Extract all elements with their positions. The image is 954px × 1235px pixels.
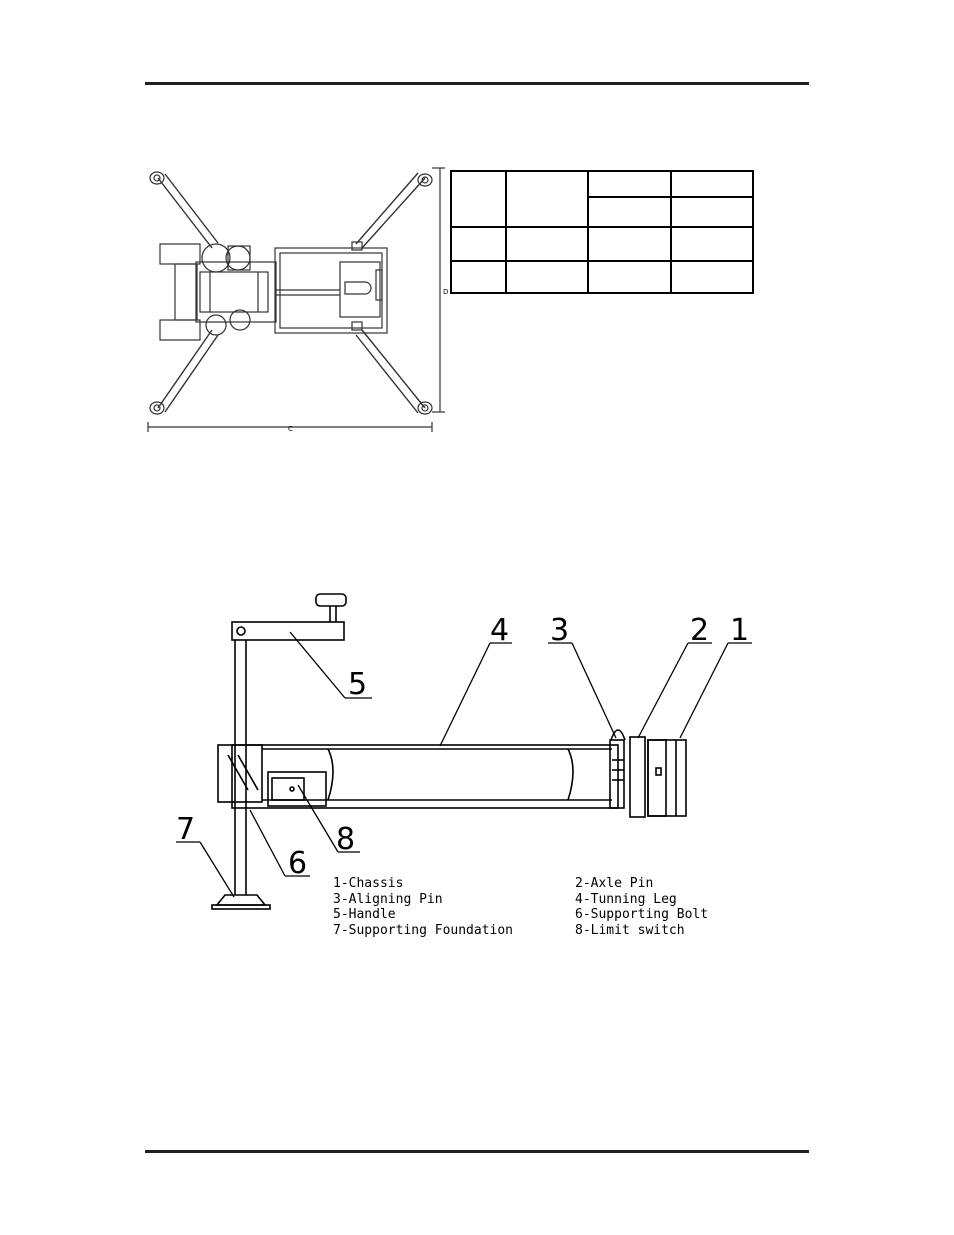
callout-6: 6	[288, 846, 308, 881]
legend-chassis: 1-Chassis	[333, 876, 404, 891]
dimension-c-label: C	[288, 425, 293, 433]
legend-supporting-bolt: 6-Supporting Bolt	[575, 907, 709, 922]
dimension-d-label: D	[443, 288, 449, 296]
legend-turning-leg: 4-Tunning Leg	[575, 892, 677, 907]
legend-handle: 5-Handle	[333, 907, 396, 922]
legend-axle-pin: 2-Axle Pin	[575, 876, 654, 891]
callout-2: 2	[690, 613, 710, 648]
footer-rule	[145, 1150, 809, 1153]
callout-3: 3	[550, 613, 570, 648]
legend-aligning-pin: 3-Aligning Pin	[333, 892, 443, 907]
callout-7: 7	[176, 812, 196, 847]
legend-supporting-foundation: 7-Supporting Foundation	[333, 923, 514, 938]
callout-4: 4	[490, 613, 510, 648]
callout-8: 8	[336, 822, 356, 857]
callout-1: 1	[730, 613, 750, 648]
callout-5: 5	[348, 667, 368, 702]
legend-limit-switch: 8-Limit switch	[575, 923, 685, 938]
